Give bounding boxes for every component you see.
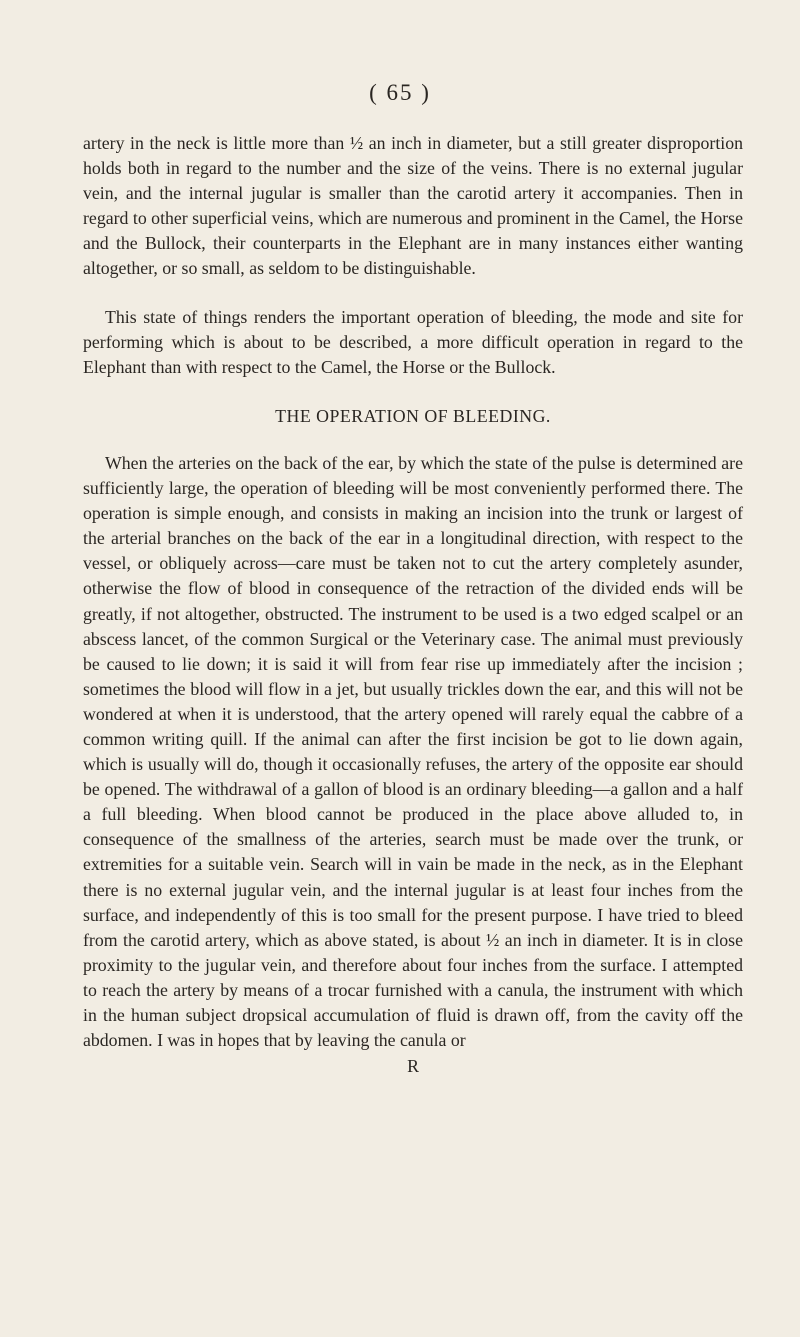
section-heading: THE OPERATION OF BLEEDING.	[275, 405, 551, 426]
paragraph-3: When the arteries on the back of the ear, by which the state of the pulse is determined are sufficiently large, the operation of bleeding will be most conveniently performed there. The operation is simple enough, and consists in making an incision into the trunk or largest of the arterial branches on the back of the ear in a longitudinal direction, with respect to the vessel, or obliquely across—care must be taken not to cut the artery completely asunder, otherwise the flow of blood in consequence of the retraction of the divided ends will be greatly, if not altogether, obstructed. The instrument to be used is a two edged scalpel or an abscess lancet, of the common Surgical or the Veterinary case. The animal must previously be caused to lie down; it is said it will from fear rise up immediately after the incision ; sometimes the blood will flow in a jet, but usually trickles down the ear, and this will not be wondered at when it is understood, that the artery opened will rarely equal the cabbre of a common writing quill. If the animal can after the first incision be got to lie down again, which is usually will do, though it occasionally refuses, the artery of the opposite ear should be opened. The withdrawal of a gallon of blood is an ordinary bleeding—a gallon and a half a full bleeding. When blood cannot be produced in the place above alluded to, in consequence of the smallness of the arteries, search must be made over the trunk, or extremities for a suitable vein. Search will in vain be made in the neck, as in the Elephant there is no external jugular vein, and the internal jugular is at least four inches from the surface, and independently of this is too small for the present purpose. I have tried to bleed from the carotid artery, which as above stated, is about ½ an inch in diameter. It is in close proximity to the jugular vein, and therefore about four inches from the surface. I attempted to reach the artery by means of a trocar furnished with a canula, the instrument with which in the human subject dropsical accumulation of fluid is drawn off, from the cavity off the abdomen. I was in hopes that by leaving the canula or	[83, 452, 743, 1051]
paragraph-1: artery in the neck is little more than ½ an inch in diameter, but a still greater disproportion holds both in regard to the number and the size of the veins. There is no external jugular vein, and the internal jugular is smaller than the carotid artery it accompanies. Then in regard to other superficial veins, which are numerous and prominent in the Camel, the Horse and the Bullock, their counterparts in the Elephant are in many instances either wanting altogether, or so small, as seldom to be distinguishable.	[83, 133, 743, 279]
signature-mark: R	[407, 1056, 419, 1077]
page-body	[83, 131, 743, 1079]
page-number: ( 65 )	[369, 80, 431, 105]
paragraph-2: This state of things renders the important operation of bleeding, the mode and site for performing which is about to be described, a more difficult operation in regard to the Elephant than with respect to the Camel, the Horse or the Bullock.	[83, 306, 743, 377]
